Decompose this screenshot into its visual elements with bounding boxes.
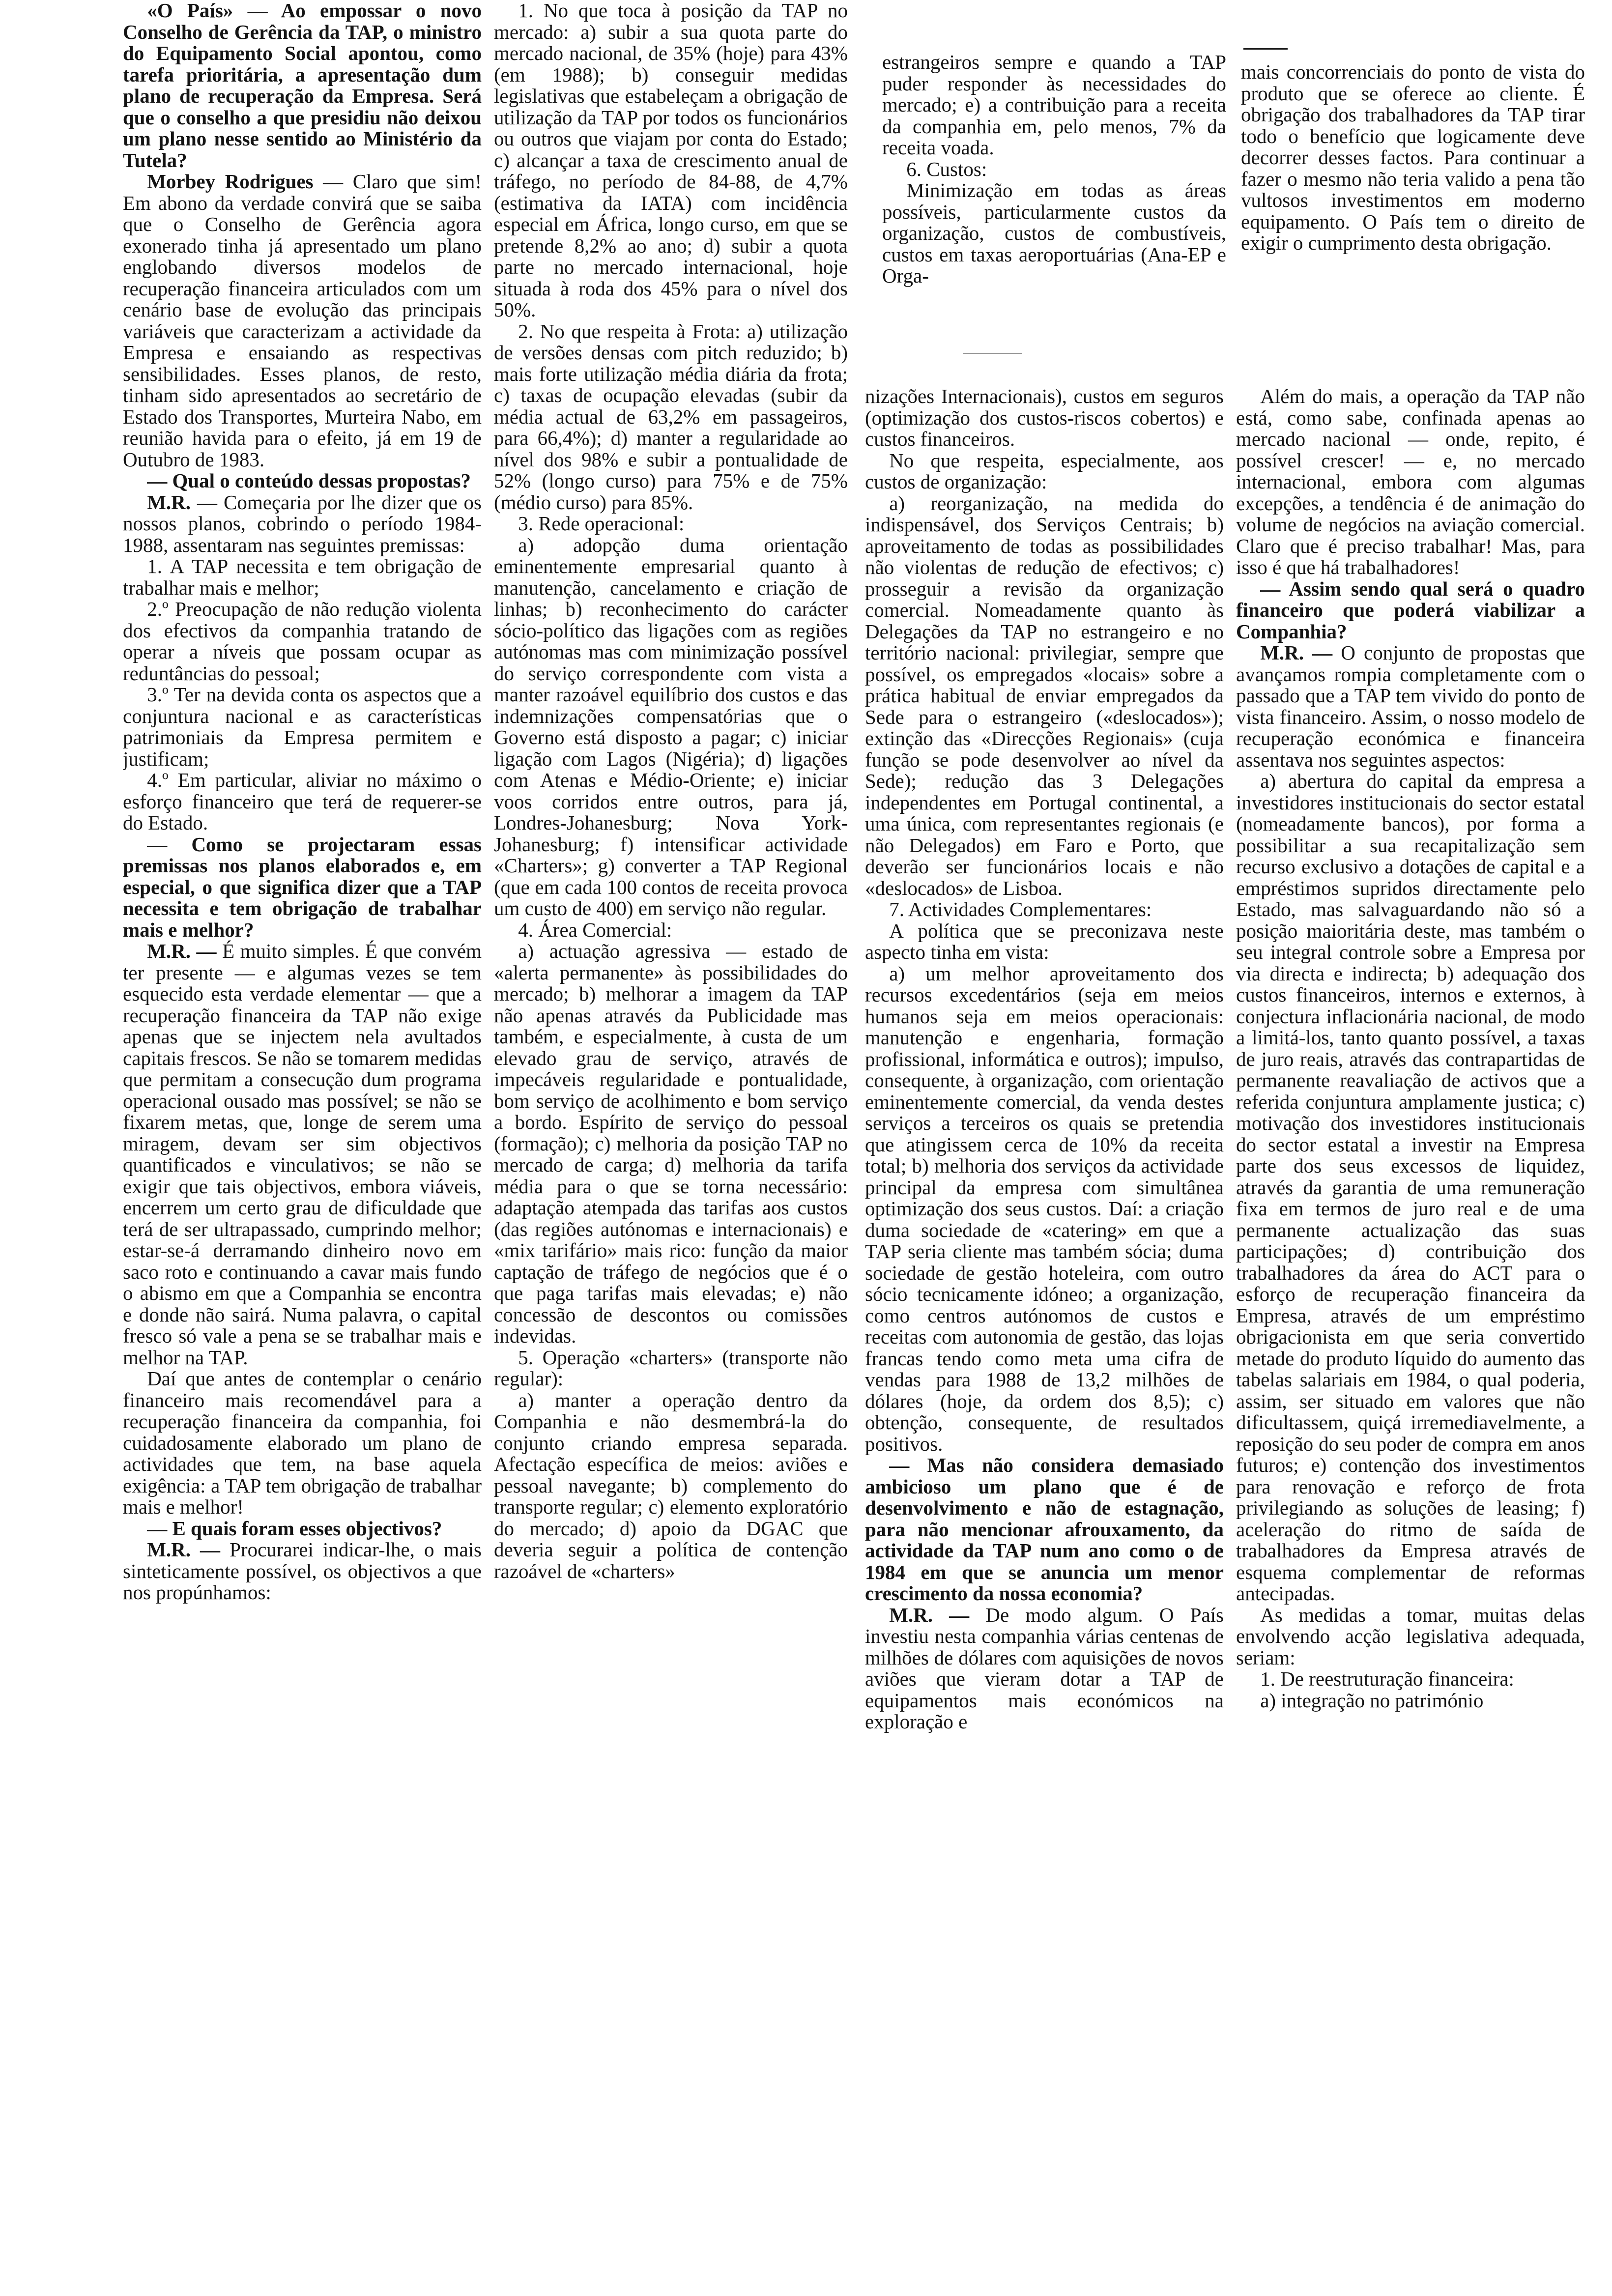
- paragraph-text: A política que se preconizava neste aspecto tinha em vista:: [865, 919, 1224, 963]
- paragraph: [494, 513, 848, 535]
- paragraph-text: 4. Área Comercial:: [518, 918, 672, 941]
- paragraph: [123, 1368, 482, 1518]
- paragraph: [1241, 61, 1585, 254]
- paragraph-text: Claro que sim! Em abono da verdade convirá que se saiba que o Conselho de Gerência agora exonerado tinha já apresentado um plano englobando diversos modelos de recuperação financeira articulados com um cenário base de evolução das principais variáveis que caracterizam a actividade da Empresa e ensaiando as respectivas sensibilidades. Esses planos, de resto, tinham sido apresentados ao secretário de Estado dos Transportes, Murteira Nabo, em reunião havida para o efeito, já em 19 de Outubro de 1983.: [123, 170, 482, 471]
- paragraph-text: Procurarei indicar-lhe, o mais sinteticamente possível, os objectivos a que nos propúnhamos:: [123, 1538, 482, 1604]
- paragraph: [494, 919, 848, 941]
- paragraph-text: a) abertura do capital da empresa a investidores institucionais do sector estatal (nomeadamente bancos), por forma a possibilitar a sua recapitalização sem recurso exclusivo a dotações de capital e a empréstimos supridos directamente pelo Estado, mas salvaguardando não só a posição maioritária deste, mas também o seu integral controle sobre a Empresa por via directa e indirecta; b) adequação dos custos financeiros, internos e externos, à conjectura inflacionária nacional, de modo a limitá-los, tanto quanto possível, a taxas de juro reais, através das contrapartidas de permanente reavaliação de activos que a referida conjuntura amplamente justica; c) motivação dos investidores institucionais do sector estatal a investir na Empresa parte dos seus excessos de liquidez, através da garantia de uma remuneração fixa em termos de juro real e de uma permanente actualização das suas participações; d) contribuição dos trabalhadores da área do ACT para o esforço de recuperação financeira da Empresa, através de um empréstimo obrigacionista em que seria convertido metade do produto líquido do aumento das tabelas salariais em 1984, o qual poderia, assim, ser situado em valores que não dificultassem, quiçá irremediavelmente, a reposição do seu poder de compra em anos futuros; e) contenção dos investimentos para renovação e reforço de frota privilegiando as soluções de leasing; f) aceleração do ritmo de saída de trabalhadores da Empresa através de esquema complementar de reformas antecipadas.: [1236, 770, 1585, 1605]
- paragraph: [882, 52, 1226, 159]
- column-rule-top: [1243, 48, 1288, 50]
- paragraph: [123, 599, 482, 684]
- interview-answer: [865, 1605, 1224, 1733]
- speaker-label: M.R. —: [147, 1538, 221, 1561]
- paragraph-text: De modo algum. O País investiu nesta companhia várias centenas de milhões de dólares com aquisições de novos aviões que vieram dotar a TAP de equipamentos mais económicos na exploração e: [865, 1603, 1224, 1733]
- paragraph: [494, 321, 848, 514]
- interview-question: [123, 834, 482, 941]
- paragraph-text: — Qual o conteúdo dessas propostas?: [147, 469, 471, 492]
- paragraph-text: As medidas a tomar, muitas delas envolvendo acção legislativa adequada, seriam:: [1236, 1603, 1585, 1669]
- paragraph-text: Minimização em todas as áreas possíveis, particularmente custos da organização, custos de combustíveis, custos em taxas aeroportuárias (Ana-EP e Orga-: [882, 179, 1226, 287]
- paragraph-text: — Mas não considera demasiado ambicioso um plano que é de desenvolvimento e não de estagnação, para não mencionar afrouxamento, da actividade da TAP num ano como o de 1984 em que se anuncia um menor crescimento da nossa economia?: [865, 1454, 1224, 1605]
- article-column-1: [123, 0, 482, 2285]
- paragraph-text: No que respeita, especialmente, aos custos de organização:: [865, 449, 1224, 493]
- paragraph-text: estrangeiros sempre e quando a TAP puder responder às necessidades do mercado; e) a contribuição para a receita da companhia em, pelo menos, 7% da receita voada.: [882, 52, 1226, 159]
- paragraph: [123, 770, 482, 834]
- paragraph: [494, 1347, 848, 1390]
- paragraph: [1236, 771, 1585, 1605]
- interview-question: [1236, 578, 1585, 643]
- interview-answer: [123, 492, 482, 556]
- paragraph-text: 6. Custos:: [906, 157, 987, 180]
- interview-answer: [123, 941, 482, 1368]
- paragraph-text: a) actuação agressiva — estado de «alerta permanente» às possibilidades do mercado; b) melhorar a imagem da TAP não apenas através da Publicidade mas também, e especialmente, à custa de um elevado grau de serviço, através de impecáveis regularidade e pontualidade, bom serviço de acolhimento e bom serviço a bordo. Espírito de serviço do pessoal (formação); c) melhoria da posição TAP no mercado de carga; d) melhoria da tarifa média para o que se torna necessário: adaptação atempada das tarifas aos custos (das regiões autónomas e internacionais) e «mix tarifário» mais rico: função da maior captação de tráfego de negócios que é o que paga tarifas mais elevadas; e) não concessão de descontos ou comissões indevidas.: [494, 940, 848, 1347]
- paragraph: [123, 556, 482, 599]
- column-rule-lower: [963, 353, 1022, 354]
- speaker-label: M.R. —: [1260, 641, 1333, 664]
- paragraph-text: 1. A TAP necessita e tem obrigação de trabalhar mais e melhor;: [123, 555, 482, 599]
- paragraph-text: «O País» — Ao empossar o novo Conselho de Gerência da TAP, o ministro do Equipamento Social apontou, como tarefa prioritária, a apresentação dum plano de recuperação da Empresa. Será que o conselho a que presidiu não deixou um plano nesse sentido ao Ministério da Tutela?: [123, 0, 482, 172]
- paragraph-text: a) manter a operação dentro da Companhia e não desmembrá-la do conjunto criando empresa separada. Afectação específica de meios: aviões e pessoal navegante; b) complemento do transporte regular; c) elemento exploratório do mercado; d) apoio da DGAC que deveria seguir a política de contenção razoável de «charters»: [494, 1388, 848, 1582]
- article-column-6: [1236, 386, 1585, 2285]
- paragraph: [1236, 386, 1585, 578]
- paragraph: [865, 920, 1224, 963]
- interview-answer: [123, 1539, 482, 1604]
- paragraph-text: — Assim sendo qual será o quadro financeiro que poderá viabilizar a Companhia?: [1236, 577, 1585, 643]
- paragraph-text: É muito simples. É que convém ter presente — e algumas vezes se tem esquecido esta verdade elementar — que a recuperação financeira da TAP não exige apenas que se injectem nela avultados capitais frescos. Se não se tomarem medidas que permitam a consecução dum programa operacional ousado mas possível; se não se fixarem metas, que, longe de serem uma miragem, devam ser sim objectivos quantificados e vinculativos; se não se exigir que tais objectivos, embora viáveis, encerrem um certo grau de dificuldade que terá de ser ultrapassado, cumprindo melhor; estar-se-á derramando dinheiro novo em saco roto e continuando a cavar mais fundo o abismo em que a Companhia se encontra e donde não sairá. Numa palavra, o capital fresco só vale a pena se se trabalhar mais e melhor na TAP.: [123, 940, 482, 1369]
- article-column-2: [494, 0, 848, 2285]
- paragraph: [882, 180, 1226, 287]
- interview-question: [865, 1455, 1224, 1605]
- paragraph-text: a) adopção duma orientação eminentemente empresarial quanto à manutenção, cancelamento e criação de linhas; b) reconhecimento do carácter sócio-político das ligações com as regiões autónomas mas com minimização possível do serviço correspondente com vista a manter razoável equilíbrio dos custos e das indemnizações compensatórias que o Governo está disposto a pagar; c) iniciar ligação com Lagos (Nigéria); d) ligações com Atenas e Médio-Oriente; e) iniciar voos corridos entre outros, para já, Londres-Johanesburg; Nova York-Johanesburg; f) intensificar actividade «Charters»; g) converter a TAP Regional (que em cada 100 contos de receita provoca um custo de 400) em serviço não regular.: [494, 533, 848, 919]
- paragraph-text: 5. Operação «charters» (transporte não regular):: [494, 1346, 848, 1390]
- article-column-3: [882, 52, 1226, 342]
- interview-question: [123, 0, 482, 171]
- paragraph-text: 2.º Preocupação de não redução violenta dos efectivos da companhia tratando de operar a níveis que possam ocupar as reduntâncias do pessoal;: [123, 598, 482, 685]
- paragraph: [1236, 1668, 1585, 1690]
- paragraph: [494, 0, 848, 321]
- interview-answer: [1236, 642, 1585, 771]
- paragraph: [494, 1390, 848, 1582]
- paragraph-text: 1. No que toca à posição da TAP no mercado: a) subir a sua quota parte do mercado nacional, de 35% (hoje) para 43% (em 1988); b) conseguir medidas legislativas que estabeleçam a obrigação de utilização da TAP por todos os funcionários ou outros que viajam por conta do Estado; c) alcançar a taxa de crescimento anual de tráfego, no período de 84-88, de 4,7% (estimativa da IATA) com incidência especial em África, longo curso, em que se pretende 8,2% ao ano; d) subir a quota parte no mercado internacional, hoje situada à roda dos 45% para o nível dos 50%.: [494, 0, 848, 321]
- speaker-label: M.R. —: [147, 940, 217, 962]
- paragraph: [882, 159, 1226, 180]
- paragraph-text: 2. No que respeita à Frota: a) utilização de versões densas com pitch reduzido; b) mais forte utilização média diária da frota; c) taxas de ocupação elevadas (subir da média actual de 63,2% em passageiros, para 66,4%); d) manter a regularidade ao nível dos 98% e subir a pontualidade de 52% (longo curso) para 75% e de 75% (médio curso) para 85%.: [494, 319, 848, 514]
- paragraph: [865, 386, 1224, 450]
- paragraph-text: a) integração no património: [1260, 1689, 1484, 1712]
- article-column-4: [1241, 61, 1585, 342]
- paragraph-text: Além do mais, a operação da TAP não está, como sabe, confinada apenas ao mercado nacional — onde, repito, é possível crescer! — e, no mercado internacional, embora com algumas excepções, a tendência é de animação do volume de negócios na aviação comercial. Claro que é preciso trabalhar! Mas, para isso é que há trabalhadores!: [1236, 386, 1585, 578]
- paragraph-text: Daí que antes de contemplar o cenário financeiro mais recomendável para a recuperação financeira da companhia, foi cuidadosamente elaborado um plano de actividades que tem, na base aquela exigência: a TAP tem obrigação de trabalhar mais e melhor!: [123, 1367, 482, 1518]
- interview-answer: [123, 171, 482, 470]
- paragraph-text: 3. Rede operacional:: [518, 512, 685, 535]
- paragraph: [865, 493, 1224, 899]
- interview-question: [123, 1518, 482, 1540]
- paragraph-text: mais concorrenciais do ponto de vista do produto que se oferece ao cliente. É obrigação dos trabalhadores da TAP tirar todo o benefício que logicamente deve decorrer desses factos. Para continuar a fazer o mesmo não teria valido a pena tão vultosos investimentos em moderno equipamento. O País tem o direito de exigir o cumprimento desta obrigação.: [1241, 61, 1585, 254]
- paragraph: [865, 963, 1224, 1455]
- paragraph-text: — Como se projectaram essas premissas nos planos elaborados e, em especial, o que significa dizer que a TAP necessita e tem obrigação de trabalhar mais e melhor?: [123, 832, 482, 941]
- interview-question: [123, 470, 482, 492]
- paragraph-text: 3.º Ter na devida conta os aspectos que a conjuntura nacional e as características patrimoniais da Empresa permitem e justificam;: [123, 683, 482, 770]
- paragraph: [494, 941, 848, 1347]
- paragraph-text: nizações Internacionais), custos em seguros (optimização dos custos-riscos cobertos) e custos financeiros.: [865, 386, 1224, 450]
- paragraph-text: 1. De reestruturação financeira:: [1260, 1667, 1514, 1690]
- paragraph: [123, 684, 482, 770]
- paragraph: [1236, 1690, 1585, 1712]
- speaker-label: M.R. —: [889, 1603, 970, 1626]
- paragraph-text: — E quais foram esses objectivos?: [147, 1517, 442, 1540]
- paragraph-text: 4.º Em particular, aliviar no máximo o esforço financeiro que terá de requerer-se do Estado.: [123, 769, 482, 834]
- speaker-label: M.R. —: [147, 490, 218, 514]
- paragraph: [494, 535, 848, 919]
- paragraph: [1236, 1605, 1585, 1669]
- article-column-5: [865, 386, 1224, 2285]
- paragraph-text: O conjunto de propostas que avançamos rompia completamente com o passado que a TAP tem vivido do ponto de vista financeiro. Assim, o nosso modelo de recuperação económica e financeira assentava nos seguintes aspectos:: [1236, 641, 1585, 771]
- paragraph-text: Começaria por lhe dizer que os nossos planos, cobrindo o período 1984-1988, assentaram nas seguintes premissas:: [123, 490, 482, 556]
- paragraph: [865, 899, 1224, 920]
- paragraph-text: a) reorganização, na medida do indispensável, dos Serviços Centrais; b) aproveitamento de todas as possibilidades não violentas de redução de efectivos; c) prosseguir a revisão da organização comercial. Nomeadamente quanto às Delegações da TAP no estrangeiro e no território nacional: privilegiar, sempre que possível, os empregados «locais» sobre a prática habitual de enviar empregados da Sede para o estrangeiro («deslocados»); extinção das «Direcções Regionais» (cuja função se pode desenvolver ao nível da Sede); redução das 3 Delegações independentes em Portugal continental, a uma única, com representantes regionais (e não Delegados) em Faro e Porto, que deverão ser funcionários locais e não «deslocados» de Lisboa.: [865, 491, 1224, 899]
- paragraph: [865, 450, 1224, 493]
- paragraph-text: 7. Actividades Complementares:: [889, 898, 1152, 920]
- paragraph-text: a) um melhor aproveitamento dos recursos excedentários (seja em meios humanos seja em meios operacionais: manutenção e engenharia, formação profissional, informática e outros); impulso, consequente, à organização, com orientação eminentemente comercial, da venda destes serviços a terceiros os quais se pretendia que atingissem cerca de 10% da receita total; b) melhoria dos serviços da actividade principal da empresa com simultânea optimização dos seus custos. Daí: a criação duma sociedade de «catering» em que a TAP seria cliente mas também sócia; duma sociedade de gestão hoteleira, com outro sócio tecnicamente idóneo; a organização, como centros autónomos de custos e receitas com autonomia de gestão, das lojas francas tendo como meta uma cifra de vendas para 1988 de 13,2 milhões de dólares (hoje, da ordem dos 8,5); c) obtenção, consequente, de resultados positivos.: [865, 962, 1224, 1455]
- speaker-label: Morbey Rodrigues —: [147, 170, 344, 193]
